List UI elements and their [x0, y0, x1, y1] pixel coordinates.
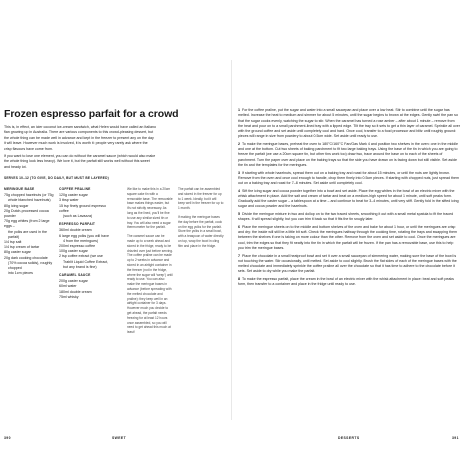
- method-step: [238, 189, 460, 210]
- ingredient-item: 200g caster sugar: [59, 279, 88, 284]
- ingredient-item: 2 tsp coffee extract (we use: [59, 254, 103, 259]
- step-text: Sift the icing sugar and cocoa powder together into a bowl and set aside. Place the egg whites in the bowl of an electric mixer with the whisk attachment in place. Add the salt and cream of tartar and beat on a medium-high speed for about 1 minute, until soft peaks form. Gradually add the caster sugar – a tablespoon at a time – and continue to beat for 3–4 minutes, until very stiff. Gently fold in the sifted icing sugar and cocoa powder and the hazelnuts.: [238, 188, 459, 209]
- step-number: 4: [238, 188, 240, 193]
- step-text: For the coffee praline, put the sugar and water into a small saucepan and place over a low heat. Stir to combine until the sugar has melted. Increase the heat to medium and simmer for about 5 minutes, until the sugar begins to brown at the edges. Gently swirl the pan so that the sugar cooks evenly, watching the sugar to stir. When the caramel has turned a rose amber – after about 1 minute – remove from the heat and pour on to a small parchment-lined tray with a lipped edge. Tilt the tray so it sets to get a thin layer of caramel. Sprinkle all over with the ground coffee and set aside until completely cool and hard. Once cool, transfer to a food processor and blitz until roughly ground: pieces will range in size from powdery to about 0.5cm wide. Set aside until ready to use.: [238, 108, 460, 139]
- ingredient-list: [59, 193, 109, 219]
- method-step: [238, 171, 460, 187]
- ingredient-item: 15 tsp finely ground espresso coffee: [59, 203, 106, 213]
- ingredient-item: 75g chopped hazelnuts (or 75g: [4, 193, 54, 198]
- tip-paragraph: The caramel sauce can be made up to a week ahead and stored in the fridge, ready to be drizzled over just before serving. The coffee praline can be made up to 2 weeks in advance and stored in an airtight container in the freezer (not in the fridge, where the sugar will 'weep') until ready to use. You can also make the meringue bases in advance (before spreading with the melted chocolate and praline): they keep well in an airtight container for 3 days. However much you decide to get ahead, the parfait needs freezing for at least 12 hours once assembled, so you will need to get ahead this much at least!: [127, 234, 173, 335]
- ingredient-item: 360ml double cream: [59, 228, 92, 233]
- ingredients-column-2: [59, 187, 109, 303]
- ingredient-item: 80g caster sugar: [4, 250, 31, 255]
- ingredient-item: the yolks are used in the parfait): [8, 229, 47, 239]
- step-text: Divide the meringue mixture in two and dollop on to the two traced sheets, smoothing it out with a small metal spatula to fit the traced shapes. It will spread slightly, but you can trim it back so that it fits the tin snugly later.: [238, 212, 454, 222]
- ingredient-item: (70% cocoa solids), roughly chopped: [8, 260, 53, 271]
- step-text: Place the chocolate in a small heatproof bowl and set it over a small saucepan of simmering water, making sure the base of the bowl is not touching the water. Stir occasionally, until melted. Set aside to cool slightly. Brush the flat sides of each of the meringue bases with the melted chocolate and immediately sprinkle the coffee praline all over the chocolate so that it has time to adhere to the chocolate before it sets. Set aside to dry while you make the parfait.: [238, 253, 457, 274]
- serves-line: SERVES 10–12 (TO GIVE, DO DAILY, BUT MUST BE LAYERED): [4, 176, 109, 180]
- step-text: Place the meringue sheets on to the middle and bottom shelves of the oven and bake for about 1 hour, or until the meringues are crisp and dry: the inside will still be a little bit soft. Check the meringues halfway through the cooking time, rotating the trays and swapping them between the shelves if one is taking on more colour than the other. Remove from the oven and set aside to cool. Once the meringues are cool, trim the edges so that they fit neatly into the tin in which the parfait will be frozen. If the pan has a removable base, use this to help you trim the meringue bases.: [238, 224, 457, 250]
- step-number: 2: [238, 141, 240, 146]
- section-label-left: SWEET: [112, 436, 127, 440]
- tip-paragraph: The parfait can be assembled and stored in the freezer for up to 1 week. Ideally, but it will keep well in the freezer for up to 1 month.: [178, 187, 224, 211]
- intro-paragraph: This is, in effect, an icier coconut ice-cream sandwich, what Helen would have called an Italiano flan growing up in Australia. There are various components to this crowd-pleasing dessert, but the whole thing can be made well in advance and kept in the freezer to present any on the day it will leave. However much work is involved, it is worth it: people very rarely ask where the crisp flavours have come from.: [4, 125, 156, 151]
- ingredient-item: (such as Lavazza): [63, 214, 93, 219]
- ingredient-item: 100g caster sugar: [59, 249, 88, 254]
- ingredient-item: 60ml water: [59, 284, 77, 289]
- ingredient-item: 20g Dutch-processed cocoa powder: [4, 208, 49, 219]
- ingredient-item: 20g dark cooking chocolate: [4, 255, 48, 260]
- ingredient-group-heading: COFFEE PRALINE: [59, 187, 91, 191]
- ingredient-item: 4 from the meringues): [63, 238, 99, 243]
- ingredient-list: [59, 279, 109, 300]
- ingredient-item: into 1cm pieces: [8, 271, 33, 276]
- tips-column-2: [178, 187, 224, 253]
- ingredient-item: but any brand is fine): [63, 264, 97, 269]
- ingredient-group-heading: MERINGUE BASE: [4, 187, 35, 191]
- ingredients-column-1: [4, 187, 54, 279]
- ingredient-list: [4, 193, 54, 276]
- step-number: 3: [238, 170, 240, 175]
- section-label-right: DESSERTS: [338, 436, 360, 440]
- tip-paragraph: We like to make this in a 20cm square cake tin with a removable base. The removable base makes things easier, but it's not strictly necessary. As long as the lined, you'll be fine to use any similar sized tin or tray. You will also need a sugar thermometer for the parfait.: [127, 187, 173, 230]
- tip-paragraph: If making the meringue bases the day before the parfait, cook on the egg yolks for the parfait. Store the yolks in a small bowl, with a teaspoon of water directly on top, wrap the bowl in cling film and place in the fridge.: [178, 214, 224, 248]
- method-step: [238, 108, 460, 140]
- ingredient-item: 200ml espresso coffee: [59, 244, 96, 249]
- step-number: 1: [238, 108, 240, 112]
- ingredient-item: Trablit Liquid Coffee Extract,: [63, 259, 109, 264]
- step-number: 6: [238, 224, 240, 229]
- ingredient-item: 1/4 tsp cream of tartar: [4, 245, 40, 250]
- ingredient-item: 180ml double cream: [59, 289, 92, 294]
- recipe-title: Frozen espresso parfait for a crowd: [4, 108, 179, 120]
- page-number-right: 391: [452, 436, 459, 440]
- method-step: [238, 142, 460, 168]
- method-step: [238, 277, 460, 288]
- ingredient-item: 1/4 tsp salt: [4, 240, 22, 245]
- ingredient-item: whole blanched hazelnuts): [8, 198, 51, 203]
- step-text: If starting with whole hazelnuts, spread them out on a baking tray and roast for about 15 minutes, or until the nuts are lightly brown. Remove from the oven and once cool enough to handle, chop them finely into 0.5cm pieces. If starting with chopped nuts, just spread them out on a baking tray and roast for 7–8 minutes. Set aside until completely cool.: [238, 170, 459, 186]
- ingredient-item: 70g egg whites (from 2 large eggs –: [4, 219, 50, 229]
- method-steps: [238, 108, 460, 290]
- method-step: [238, 212, 460, 223]
- ingredient-item: 75ml whisky: [59, 294, 79, 299]
- ingredient-group-heading: ESPRESSO PARFAIT: [59, 222, 96, 227]
- ingredient-item: 80g icing sugar: [4, 203, 29, 208]
- step-text: To make the meringue bases, preheat the oven to 180°C/160°C Fan/Gas Mark 4 and position two shelves in the oven: one in the middle and one at the bottom. Cut two sheets of baking parchment to fit two large baking trays. Using the base of the tin in which you are going to freeze the parfait (we use a 20cm square tin, but other tins work too) draw two, trace around the base on to each of the sheets of parchment. Turn the paper over and place on the baking trays so that the side you have drawn on is facing down but still visible. Set aside the tin and the templates for the meringues.: [238, 141, 459, 167]
- page-number-left: 390: [4, 436, 11, 440]
- step-text: To make the espresso parfait, place the cream in the bowl of an electric mixer with the whisk attachment in place: beat and soft peaks form, then transfer to a container and place in the fridge until ready to use.: [238, 276, 454, 287]
- ingredient-group-heading: CARAMEL SAUCE: [59, 273, 91, 278]
- intro-paragraph: If you want to lose one element, you can do without the caramel sauce (which would also make the whole thing look less heavy). We love it, but the parfait still works well without this sweet and heady lot.: [4, 154, 156, 169]
- method-step: [238, 254, 460, 275]
- tips-column-1: [127, 187, 173, 339]
- ingredient-list: [59, 228, 109, 270]
- step-number: 5: [238, 212, 240, 217]
- ingredient-item: 120g caster sugar: [59, 193, 88, 198]
- step-number: 7: [238, 253, 240, 258]
- ingredient-item: 6 large egg yolks (you will have: [59, 233, 109, 238]
- method-step: [238, 225, 460, 251]
- recipe-intro: [4, 125, 156, 172]
- ingredient-item: 3 tbsp water: [59, 198, 79, 203]
- step-number: 8: [238, 276, 240, 281]
